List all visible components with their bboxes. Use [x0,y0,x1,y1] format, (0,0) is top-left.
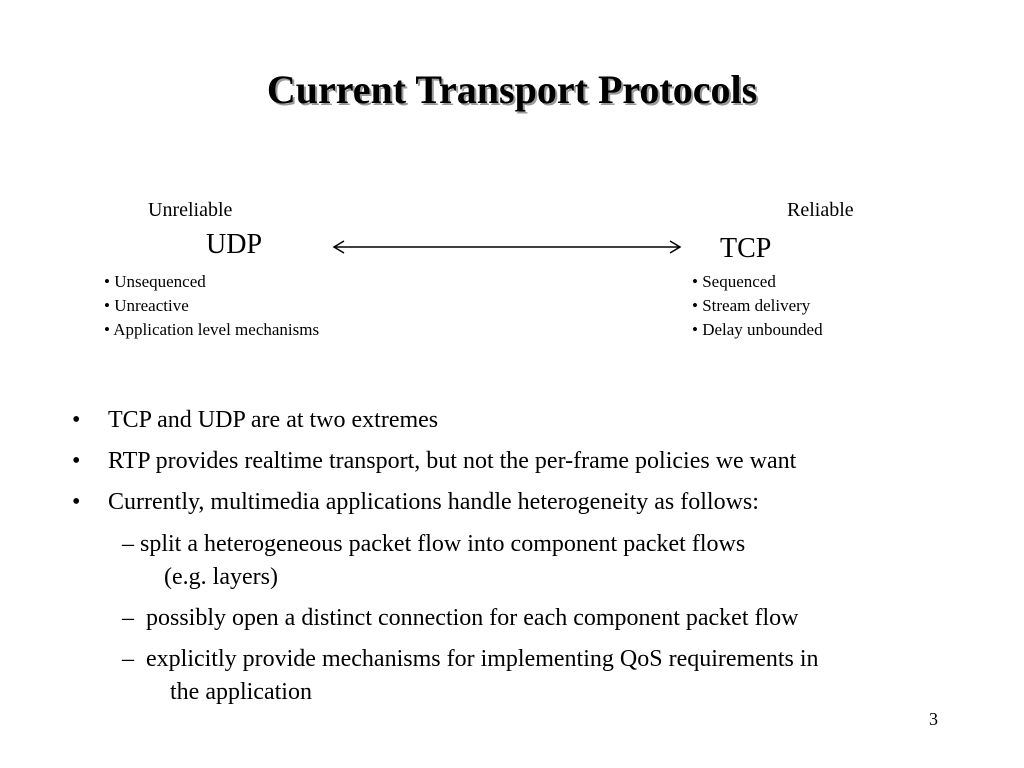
udp-feature-item: • Application level mechanisms [104,320,320,339]
bullet-text: TCP and UDP are at two extremes [108,407,439,433]
sub-bullet-text: possibly open a distinct connection for each component packet flow [146,605,799,631]
udp-feature-list [104,270,319,342]
tcp-label: TCP [720,233,772,264]
tcp-feature-item: • Delay unbounded [692,320,823,339]
slide-title: Current Transport Protocols [266,67,758,112]
sub-bullet-continuation: (e.g. layers) [164,564,278,590]
sub-bullet-text: explicitly provide mechanisms for implementing QoS requirements in [146,646,819,672]
sub-bullet-marker: – [122,531,134,557]
sub-bullet-continuation: the application [170,679,312,705]
sub-bullet-item [72,528,972,594]
sub-bullet-item [72,643,972,709]
udp-label: UDP [206,229,263,260]
sub-bullet-marker: – [122,646,134,672]
bullet-text: RTP provides realtime transport, but not the per-frame policies we want [108,448,797,474]
udp-feature-item: • Unsequenced [104,272,206,291]
sub-bullet-item [72,602,972,635]
bullet-item [72,446,972,476]
bullet-marker: • [72,448,81,474]
bullet-item [72,487,972,517]
tcp-feature-list [692,270,823,342]
sub-bullet-text: split a heterogeneous packet flow into component packet flows [140,531,746,557]
unreliable-label: Unreliable [148,199,233,221]
bullet-marker: • [72,407,81,433]
page-number: 3 [929,709,938,729]
udp-feature-item: • Unreactive [104,296,189,315]
bullet-text: Currently, multimedia applications handle heterogeneity as follows: [108,489,759,515]
bullet-list [72,405,972,717]
double-arrow-icon [330,237,684,257]
tcp-feature-item: • Sequenced [692,272,776,291]
bullet-marker: • [72,489,81,515]
bullet-item [72,405,972,435]
sub-bullet-marker: – [122,605,134,631]
tcp-feature-item: • Stream delivery [692,296,811,315]
reliable-label: Reliable [787,199,854,221]
